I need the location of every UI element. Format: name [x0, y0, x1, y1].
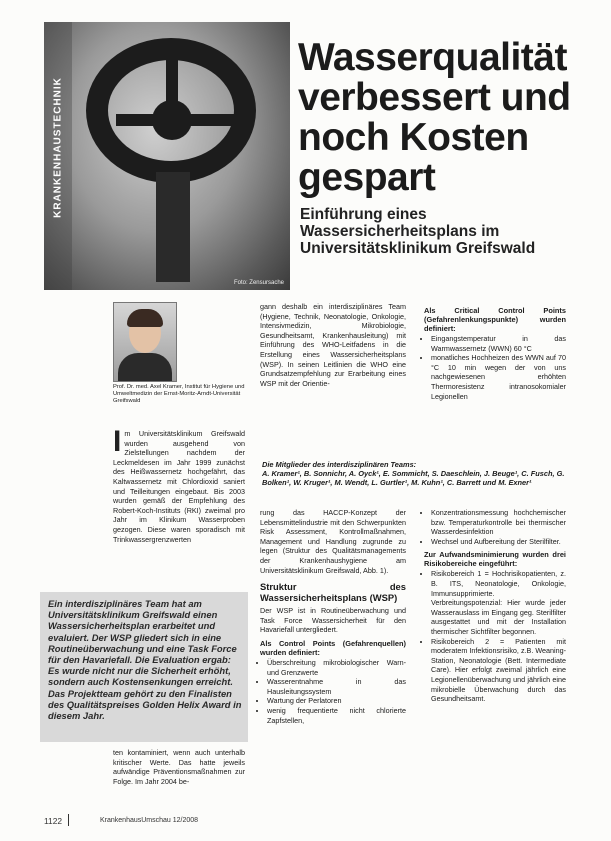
- summary-callout: [40, 592, 248, 742]
- control-points-list: [260, 658, 406, 725]
- team-box: [262, 460, 582, 500]
- team-names: A. Kramer¹, B. Sonnichr, A. Oyck¹, E. Sommicht, S. Daeschlein, J. Beuge¹, C. Fusch, G. Bolken¹, W. Kruger¹, M. Wendt, L. Gurtler¹, M. Kuhn¹, C. Barrett und M. Exner¹: [262, 469, 565, 487]
- page-number: 1122: [44, 816, 63, 826]
- list-item: • Wasserentnahme in das Hausleitungssystem: [267, 677, 406, 696]
- column-2-top: gann deshalb ein interdisziplinäres Team (Hygiene, Technik, Neonatologie, Onkologie, Intensivmedizin, Mikrobiologie, Gesundheitsamt, Krankenhausleitung) mit Einführung des WHO-Leitfadens in die Erstellung eines Wassersicherheitsplans (WSP). In seinen Leitlinien die WHO eine Grundsatzempfehlung zur Erarbeitung eines WSP mit der Orientie-: [260, 302, 406, 388]
- list-item: • Wartung der Perlatoren: [267, 696, 406, 706]
- wsp-structure-paragraph: Der WSP ist in Routineüberwachung und Task Force Wassersicherheit für den Havariefall untergliedert.: [260, 606, 406, 635]
- author-portrait: [113, 302, 177, 382]
- portrait-hair: [127, 309, 163, 327]
- article-title: Wasserqualität verbessert und noch Kosten gespart: [298, 36, 571, 199]
- drop-cap: I: [113, 425, 122, 458]
- risk-areas-list: [424, 569, 566, 703]
- list-item: • Konzentrationsmessung hochchemischer bzw. Temperaturkontrolle bei thermischer Wasserdesinfektion: [431, 508, 566, 537]
- column-2-lower: [260, 508, 406, 725]
- list-item: • Überschreitung mikrobiologischer Warn- und Grenzwerte: [267, 658, 406, 677]
- ccp-heading: Als Critical Control Points (Gefahrenlenkungspunkte) wurden definiert:: [424, 306, 566, 333]
- control-points-heading: Als Control Points (Gefahrenquellen) wurden definiert:: [260, 638, 406, 657]
- article-subtitle: Einführung eines Wassersicherheitsplans im Universitätsklinikum Greifswald: [300, 206, 536, 257]
- callout-text: Ein interdisziplinäres Team hat am Universitätsklinikum Greifswald einen Wassersicherheitsplan erarbeitet und evaluiert. Der WSP gliedert sich in eine Routineüberwachung und eine Task Force für den Havariefall. Die Evaluation ergab: Es wurde nicht nur die Sicherheit erhöht, sondern auch Kostensenkungen erreicht. Das Projektteam gehört zu den Finalisten des Qualitätspreises Golden Helix Award in diesem Jahr.: [48, 598, 242, 722]
- column-1-tail: ten kontaminiert, wenn auch unterhalb kritischer Werte. Das hatte jeweils aufwändige Präventionsmaßnahmen zur Folge. Im Jahr 2004 be-: [113, 748, 245, 786]
- team-title: Die Mitglieder des interdisziplinären Teams:: [262, 460, 417, 469]
- valve-hub: [152, 100, 192, 140]
- column-3-lower: [424, 508, 566, 704]
- valve-stem: [156, 172, 190, 282]
- list-item: • wenig frequentierte nicht chlorierte Zapfstellen,: [267, 706, 406, 725]
- list-item: • monatliches Hochheizen des WWN auf 70 °C 10 min wegen der von uns nachgewiesenen erhöhten Thermoresistenz intranosokomialer Legionellen: [431, 353, 566, 401]
- risk-areas-heading: Zur Aufwandsminimierung wurden drei Risikobereiche eingeführt:: [424, 550, 566, 569]
- intro-text: m Universitätsklinikum Greifswald wurden ausgehend von Zielstellungen nachdem der Leckmeldesen im Jahr 1999 zunächst des Heißwassernetz hochgefährt, das Kaltwassernetz mit Chlordioxid saniert und Teilleitungen eingebaut. Bis 2003 wurden gemäß der Empfehlung des Robert-Koch-Instituts (RKI) zweimal pro Jahr im Klinikum Wasserproben gezogen. Diese waren sporadisch mit Trinkwassergrenzwerten: [113, 429, 245, 544]
- hero-photo-valve: [44, 22, 290, 290]
- list-item: • Risikobereich 2 = Patienten mit moderatem Infektionsrisiko, z.B. Weaning-Station, Neonatologie (Bett. Intermediate Care). Hier erfolgt zweimal jährlich eine Legionellenüberwachung und jährlich eine mikrobielle Überwachung durch das Gesundheitsamt.: [431, 637, 566, 704]
- list-item: • Wechsel und Aufbereitung der Sterilfilter.: [431, 537, 566, 547]
- list-item: • Risikobereich 1 = Hochrisikopatienten, z. B. ITS, Neonatologie, Onkologie, Immunsupprimierte. Verbreitungspotenzial: Hier wurde jeder Wasserauslass im Eingang geg. Sterilfilter ausgestattet und mit der Installation thermischer Sichtfilter begonnen.: [431, 569, 566, 636]
- ccp-list: [424, 334, 566, 401]
- section-label: KRANKENHAUSTECHNIK: [52, 77, 64, 218]
- column-3-top: [424, 302, 566, 401]
- section-sidebar: [44, 22, 72, 290]
- portrait-caption: Prof. Dr. med. Axel Kramer, Institut für Hygiene und Umweltmedizin der Ernst-Moritz-Arndt-Universität Greifswald: [113, 384, 245, 404]
- footer-separator: [68, 814, 69, 826]
- hacpp-paragraph: rung das HACCP-Konzept der Lebensmittelindustrie mit den Schwerpunkten Risk Assessment, Kontrollmaßnahmen, Management und Handlung zugrunde zu legen (Struktur des Qualitätsmanagements der Krankenhaushygiene am Universitätsklinikum Greifswald, Abb. 1).: [260, 508, 406, 575]
- column-1-intro: [113, 425, 245, 544]
- list-item: • Eingangstemperatur in das Warmwassernetz (WWN) 60 °C: [431, 334, 566, 353]
- photo-credit: Foto: Zensursache: [233, 280, 284, 286]
- wsp-structure-heading: Struktur des Wassersicherheitsplans (WSP): [260, 581, 406, 604]
- portrait-body: [118, 353, 172, 382]
- measures-list: [424, 508, 566, 546]
- footer-source: KrankenhausUmschau 12/2008: [100, 817, 199, 824]
